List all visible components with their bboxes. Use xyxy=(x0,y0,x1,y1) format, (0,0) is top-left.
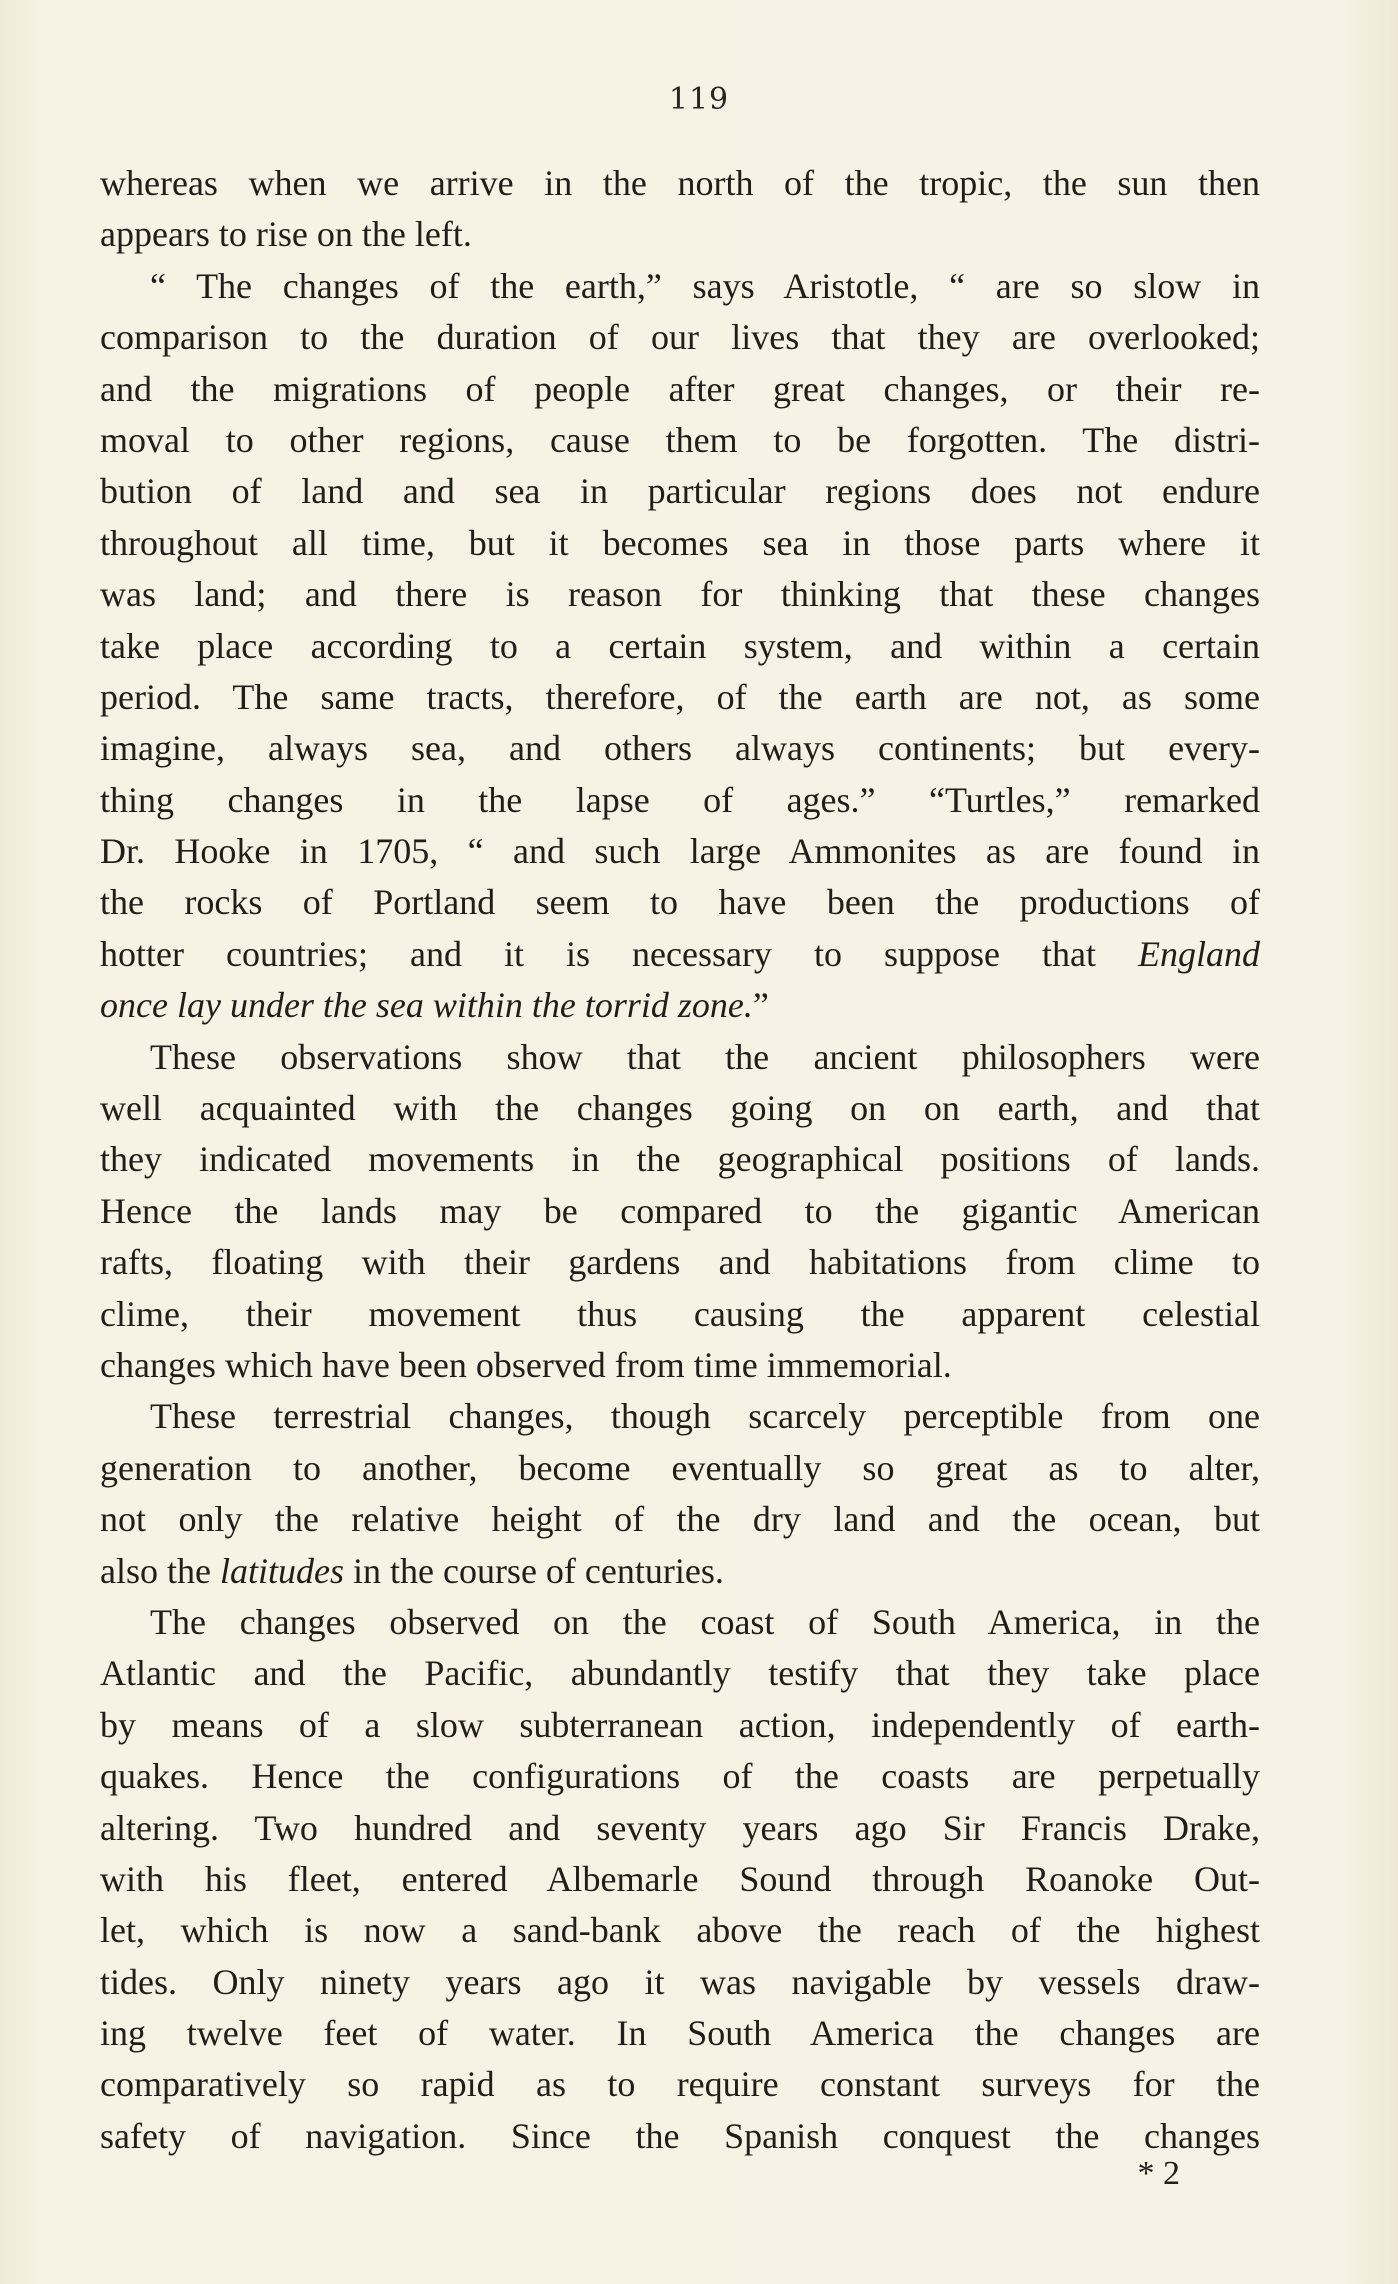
line-text: tides. Only ninety years ago it was navigable by vessels draw- xyxy=(100,1961,1260,2002)
text-line xyxy=(100,723,1260,774)
text-line xyxy=(100,1134,1260,1185)
text-line xyxy=(100,518,1260,569)
line-text: thing changes in the lapse of ages.” “Turtles,” remarked xyxy=(100,779,1260,820)
line-tail: ” xyxy=(752,985,769,1026)
line-text: ing twelve feet of water. In South America the changes are xyxy=(100,2013,1260,2054)
line-text: generation to another, become eventually so great as to alter, xyxy=(100,1447,1260,1488)
line-text: comparatively so rapid as to require constant surveys for the xyxy=(100,2064,1260,2105)
line-text: well acquainted with the changes going on on earth, and that xyxy=(100,1088,1260,1129)
line-text: hotter countries; and it is necessary to suppose that xyxy=(100,933,1096,974)
line-text: “ The changes of the earth,” says Aristotle, “ are so slow in xyxy=(150,265,1260,306)
line-text: altering. Two hundred and seventy years ago Sir Francis Drake, xyxy=(100,1807,1260,1848)
line-text: they indicated movements in the geographical positions of lands. xyxy=(100,1139,1260,1180)
line-text: let, which is now a sand-bank above the reach of the highest xyxy=(100,1910,1260,1951)
text-line xyxy=(100,1391,1260,1442)
italic-text: once lay under the sea within the torrid zone. xyxy=(100,985,753,1026)
line-text: by means of a slow subterranean action, independently of earth- xyxy=(100,1704,1260,1745)
text-line xyxy=(100,1597,1260,1648)
line-text: comparison to the duration of our lives that they are overlooked; xyxy=(100,317,1260,358)
line-text: quakes. Hence the configurations of the coasts are perpetually xyxy=(100,1756,1260,1797)
line-text: changes which have been observed from time immemorial. xyxy=(100,1344,952,1385)
text-line xyxy=(100,1546,1260,1597)
line-text: clime, their movement thus causing the apparent celestial xyxy=(100,1293,1260,1334)
text-line xyxy=(100,1186,1260,1237)
text-line xyxy=(100,2008,1260,2059)
body-text xyxy=(100,158,1260,2162)
text-line xyxy=(100,1289,1260,1340)
text-line xyxy=(100,1083,1260,1134)
line-text: throughout all time, but it becomes sea in those parts where it xyxy=(100,522,1260,563)
line-text: These observations show that the ancient philosophers were xyxy=(150,1036,1260,1077)
text-line xyxy=(100,929,1260,980)
text-line xyxy=(100,1700,1260,1751)
text-line xyxy=(100,364,1260,415)
line-text: Dr. Hooke in 1705, “ and such large Ammonites as are found in xyxy=(100,831,1260,872)
text-line xyxy=(100,1957,1260,2008)
text-line xyxy=(100,672,1260,723)
text-line xyxy=(100,1032,1260,1083)
text-line xyxy=(100,2059,1260,2110)
text-line xyxy=(100,621,1260,672)
line-text: not only the relative height of the dry land and the ocean, but xyxy=(100,1499,1260,1540)
text-line xyxy=(100,158,1260,209)
line-text: Atlantic and the Pacific, abundantly testify that they take place xyxy=(100,1653,1260,1694)
line-text: appears to rise on the left. xyxy=(100,214,472,255)
line-text: also the xyxy=(100,1550,211,1591)
text-line xyxy=(100,209,1260,260)
line-text: and the migrations of people after great changes, or their re- xyxy=(100,368,1260,409)
line-text: The changes observed on the coast of South America, in the xyxy=(150,1601,1260,1642)
text-line xyxy=(100,312,1260,363)
catchword: * 2 xyxy=(1137,2155,1180,2192)
text-line xyxy=(100,775,1260,826)
text-line xyxy=(100,1751,1260,1802)
line-text: with his fleet, entered Albemarle Sound through Roanoke Out- xyxy=(100,1858,1260,1899)
text-line xyxy=(100,1494,1260,1545)
text-line xyxy=(100,466,1260,517)
line-text: was land; and there is reason for thinking that these changes xyxy=(100,574,1260,615)
italic-text: latitudes xyxy=(219,1550,344,1591)
text-line xyxy=(100,980,1260,1031)
text-line xyxy=(100,1443,1260,1494)
text-line xyxy=(100,1854,1260,1905)
text-line xyxy=(100,1803,1260,1854)
line-text: Hence the lands may be compared to the gigantic American xyxy=(100,1190,1260,1231)
line-text: take place according to a certain system, and within a certain xyxy=(100,625,1260,666)
text-line xyxy=(100,1648,1260,1699)
italic-text: England xyxy=(1138,933,1261,974)
line-text: imagine, always sea, and others always continents; but every- xyxy=(100,728,1260,769)
line-text: the rocks of Portland seem to have been the productions of xyxy=(100,882,1260,923)
line-tail: in the course of centuries. xyxy=(343,1550,724,1591)
text-line xyxy=(100,1340,1260,1391)
page-number: 119 xyxy=(668,82,730,117)
line-text: moval to other regions, cause them to be forgotten. The distri- xyxy=(100,419,1260,460)
line-text: bution of land and sea in particular regions does not endure xyxy=(100,471,1260,512)
text-line xyxy=(100,569,1260,620)
line-text: whereas when we arrive in the north of the tropic, the sun then xyxy=(100,163,1260,203)
line-text: rafts, floating with their gardens and habitations from clime to xyxy=(100,1242,1260,1283)
line-text: These terrestrial changes, though scarcely perceptible from one xyxy=(150,1396,1260,1437)
text-line xyxy=(100,415,1260,466)
text-line xyxy=(100,1905,1260,1956)
text-line xyxy=(100,1237,1260,1288)
text-line xyxy=(100,877,1260,928)
text-line xyxy=(100,826,1260,877)
text-line xyxy=(100,261,1260,312)
line-text: safety of navigation. Since the Spanish conquest the changes xyxy=(100,2115,1260,2156)
line-text: period. The same tracts, therefore, of the earth are not, as some xyxy=(100,676,1260,717)
